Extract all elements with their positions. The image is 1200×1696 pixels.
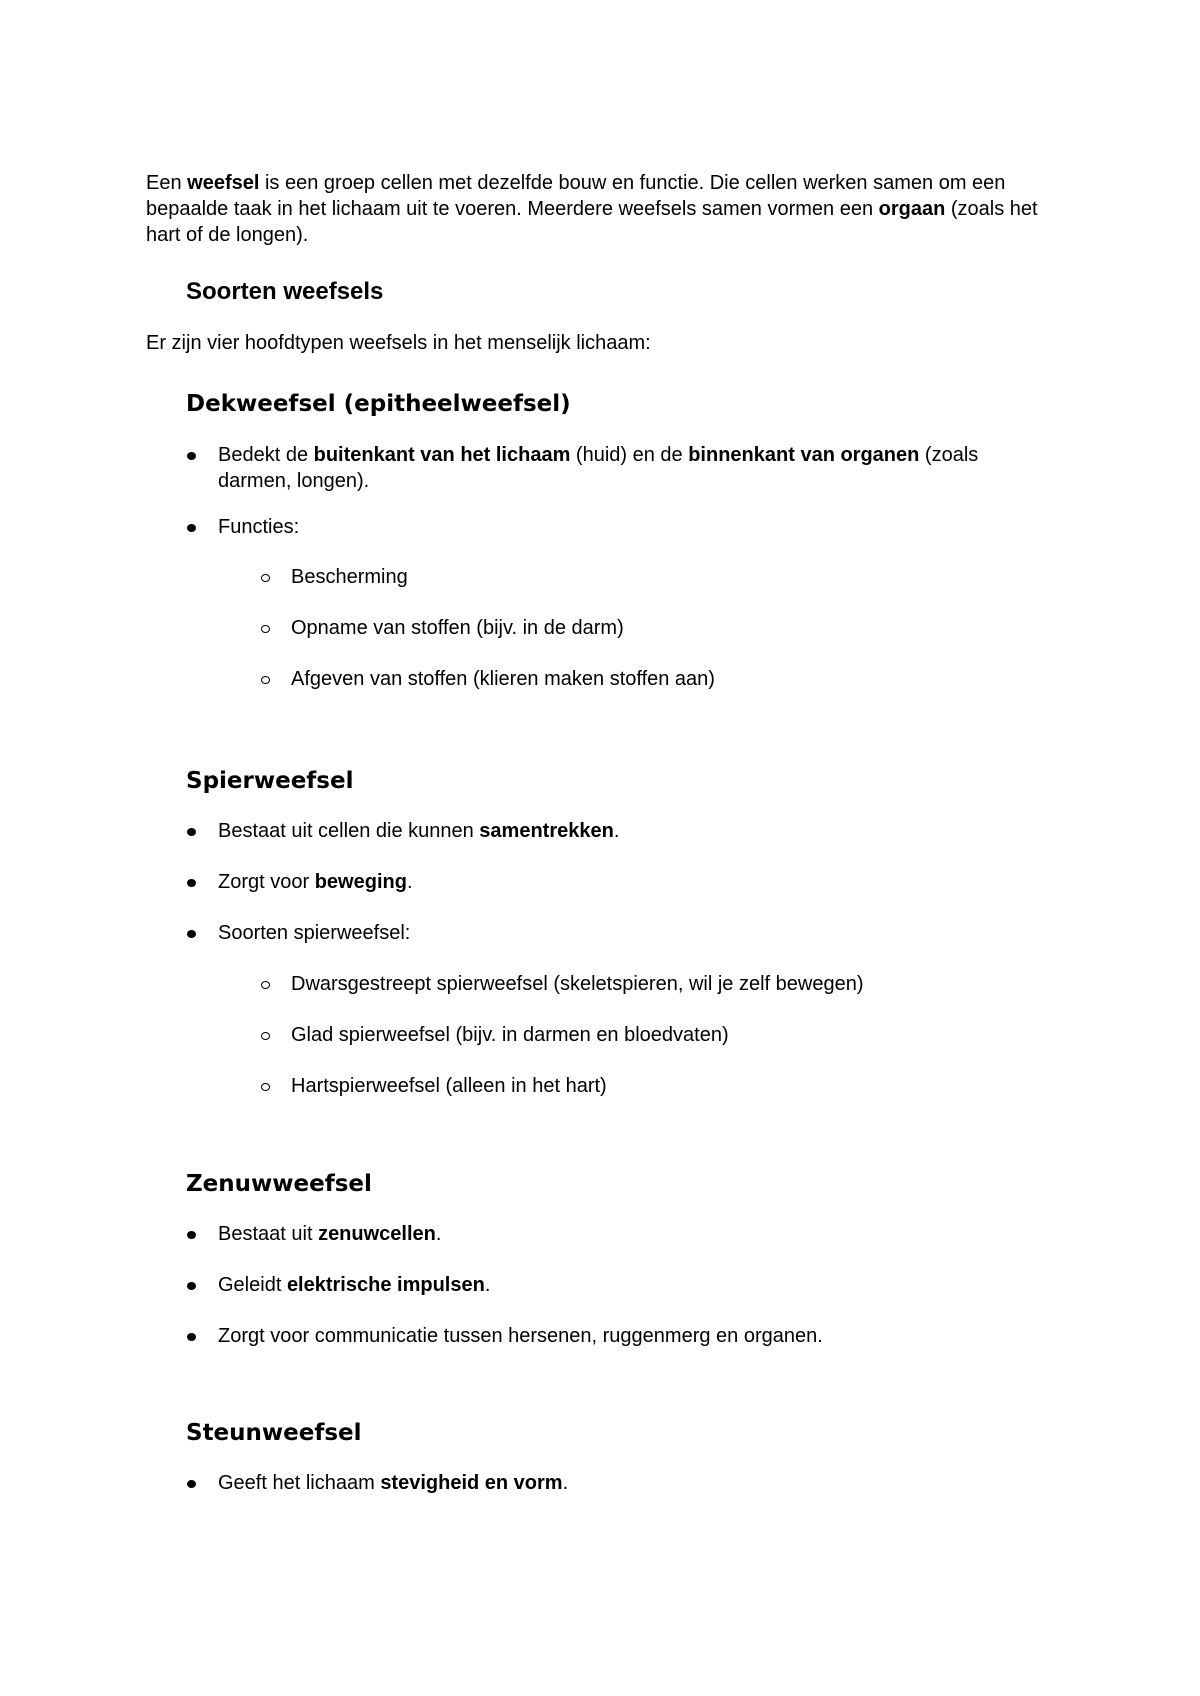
- list-item: [218, 1470, 1078, 1496]
- list-item-text: .: [484, 1274, 491, 1296]
- list-item-text: Bedekt de: [218, 444, 314, 466]
- list-item: [218, 442, 1038, 494]
- bullet-icon: [187, 1480, 196, 1488]
- list-item-bold: binnenkant van organen: [688, 444, 920, 466]
- bullet-icon: [187, 452, 196, 460]
- bullet-icon: [187, 1333, 196, 1341]
- circle-bullet-icon: [261, 574, 270, 582]
- circle-bullet-icon: [261, 625, 270, 633]
- list-item-text: Bestaat uit: [218, 1223, 319, 1245]
- list-item: [218, 514, 1078, 540]
- sub-list-item: [291, 564, 408, 590]
- bullet-icon: [187, 879, 196, 887]
- list-item-bold: beweging: [314, 871, 407, 893]
- list-item: [218, 1221, 1078, 1247]
- intro-text: is een groep cellen met dezelfde bouw en functie. Die cellen werken samen om een bepaalde taak in het lichaam uit te voeren. Meerdere weefsels samen vormen een: [146, 172, 1006, 220]
- heading-steunweefsel: Steunweefsel: [186, 1420, 362, 1446]
- circle-bullet-icon: [261, 676, 270, 684]
- list-item-text: .: [406, 871, 413, 893]
- heading-zenuwweefsel: Zenuwweefsel: [186, 1171, 372, 1197]
- intro-bold-orgaan: orgaan: [878, 198, 946, 220]
- list-item-text: (zoals darmen, longen).: [218, 444, 979, 492]
- sub-list-item-text: Glad spierweefsel (bijv. in darmen en bloedvaten): [291, 1024, 729, 1046]
- list-item-text: Zorgt voor: [218, 871, 315, 893]
- list-item: [218, 920, 1078, 946]
- list-item-text: Geleidt: [218, 1274, 287, 1296]
- heading-dekweefsel: Dekweefsel (epitheelweefsel): [186, 391, 571, 417]
- sub-list-item: [291, 1022, 729, 1048]
- sub-list-item-text: Afgeven van stoffen (klieren maken stoffen aan): [291, 668, 715, 690]
- sub-list-item: [291, 1073, 607, 1099]
- list-item-text: Geeft het lichaam: [218, 1472, 381, 1494]
- list-item: [218, 1272, 1078, 1298]
- sub-list-item-text: Dwarsgestreept spierweefsel (skeletspieren, wil je zelf bewegen): [291, 973, 864, 995]
- heading-soorten-weefsels: Soorten weefsels: [186, 278, 384, 305]
- list-item-text: .: [435, 1223, 442, 1245]
- soorten-text: Er zijn vier hoofdtypen weefsels in het menselijk lichaam:: [146, 332, 651, 354]
- circle-bullet-icon: [261, 981, 270, 989]
- intro-paragraph: [146, 170, 1066, 248]
- sub-list-item: [291, 971, 863, 997]
- circle-bullet-icon: [261, 1083, 270, 1091]
- list-item: [218, 869, 1078, 895]
- sub-list-item: [291, 615, 624, 641]
- list-item: [218, 818, 1078, 844]
- list-item-text: .: [613, 820, 620, 842]
- list-item-bold: stevigheid en vorm: [380, 1472, 563, 1494]
- list-item-bold: samentrekken: [479, 820, 614, 842]
- list-item-bold: zenuwcellen: [318, 1223, 436, 1245]
- sub-list-item: [291, 666, 715, 692]
- bullet-icon: [187, 1231, 196, 1239]
- list-item-text: (huid) en de: [570, 444, 689, 466]
- list-item-text: Bestaat uit cellen die kunnen: [218, 820, 480, 842]
- intro-bold-weefsel: weefsel: [187, 172, 260, 194]
- sub-list-item-text: Opname van stoffen (bijv. in de darm): [291, 617, 624, 639]
- bullet-icon: [187, 930, 196, 938]
- list-item-text: Soorten spierweefsel:: [218, 922, 411, 944]
- intro-text: Een: [146, 172, 188, 194]
- circle-bullet-icon: [261, 1032, 270, 1040]
- sub-list-item-text: Bescherming: [291, 566, 408, 588]
- bullet-icon: [187, 1282, 196, 1290]
- heading-spierweefsel: Spierweefsel: [186, 768, 354, 794]
- list-item-text: Zorgt voor communicatie tussen hersenen, ruggenmerg en organen.: [218, 1325, 823, 1347]
- list-item-bold: elektrische impulsen: [286, 1274, 485, 1296]
- list-item-bold: buitenkant van het lichaam: [313, 444, 571, 466]
- bullet-icon: [187, 524, 196, 532]
- list-item-text: .: [562, 1472, 569, 1494]
- bullet-icon: [187, 828, 196, 836]
- list-item: [218, 1323, 1078, 1349]
- list-item-text: Functies:: [218, 516, 300, 538]
- intro-text: (zoals het hart of de longen).: [146, 198, 1038, 246]
- sub-list-item-text: Hartspierweefsel (alleen in het hart): [291, 1075, 607, 1097]
